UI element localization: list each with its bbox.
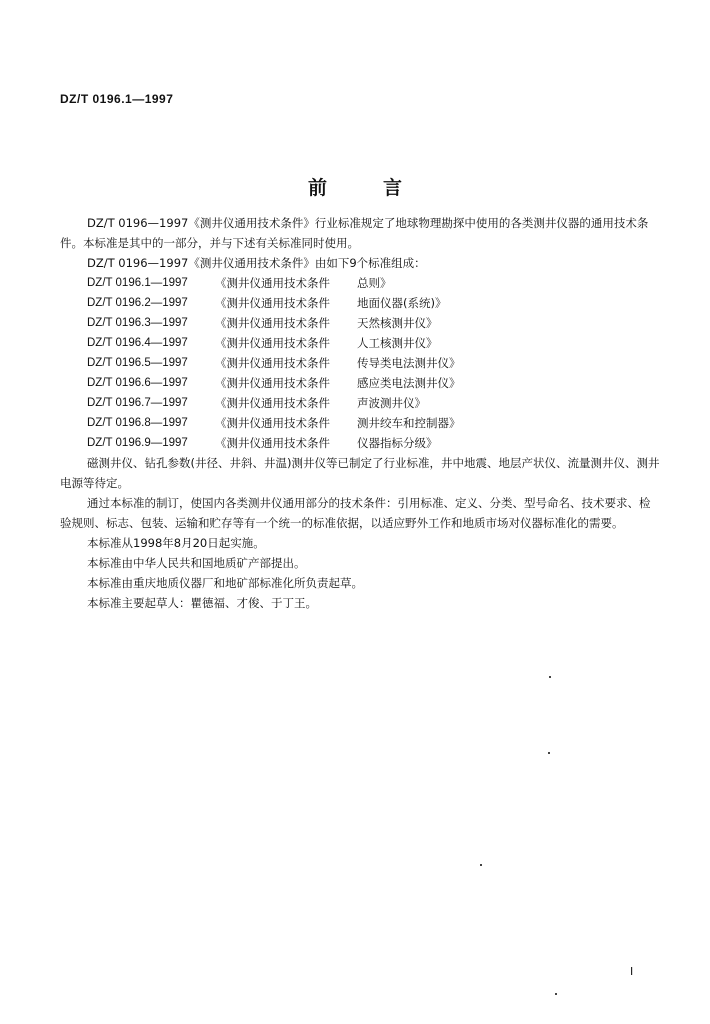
- standard-code: DZ/T 0196.5—1997: [87, 357, 188, 369]
- paragraph-drafters: 本标准主要起草人：瞿德福、才俊、于丁王。: [87, 596, 317, 610]
- standard-title: 《测井仪通用技术条件: [215, 356, 330, 370]
- paragraph-purpose: 通过本标准的制订，使国内各类测井仪通用部分的技术条件：引用标准、定义、分类、型号命名、技术要求、检验规则、标志、包装、运输和贮存等有一个统一的标准依据，以适应野外工作和地质市场对仪器标准化的需要。: [60, 496, 651, 530]
- paragraph-intro: DZ/T 0196—1997《测井仪通用技术条件》行业标准规定了地球物理勘探中使用的各类测井仪器的通用技术条件。本标准是其中的一部分，并与下述有关标准同时使用。: [60, 216, 649, 250]
- paragraph-drafting-unit: 本标准由重庆地质仪器厂和地矿部标准化所负责起草。: [87, 576, 363, 590]
- standard-list-item: [60, 273, 660, 293]
- standard-code: DZ/T 0196.7—1997: [87, 397, 188, 409]
- page-number: I: [630, 965, 634, 978]
- standard-title: 《测井仪通用技术条件: [215, 296, 330, 310]
- standard-title: 《测井仪通用技术条件: [215, 436, 330, 450]
- standard-list-item: [60, 353, 660, 373]
- standard-subtitle: 人工核测井仪》: [357, 336, 438, 350]
- foreword-body: [60, 213, 660, 613]
- page-title: 前言: [307, 177, 458, 199]
- scan-speck: [480, 864, 482, 866]
- standard-list-item: [60, 413, 660, 433]
- standard-code: DZ/T 0196.6—1997: [87, 377, 188, 389]
- standard-list-item: [60, 313, 660, 333]
- standard-title: 《测井仪通用技术条件: [215, 316, 330, 330]
- scan-speck: [555, 993, 557, 995]
- standard-title: 《测井仪通用技术条件: [215, 416, 330, 430]
- standard-list-item: [60, 293, 660, 313]
- standard-code: DZ/T 0196.9—1997: [87, 437, 188, 449]
- standard-title: 《测井仪通用技术条件: [215, 396, 330, 410]
- standard-subtitle: 仪器指标分级》: [357, 436, 438, 450]
- standard-subtitle: 测井绞车和控制器》: [357, 416, 461, 430]
- standard-subtitle: 声波测井仪》: [357, 396, 426, 410]
- standard-title: 《测井仪通用技术条件: [215, 336, 330, 350]
- standard-list-item: [60, 433, 660, 453]
- paragraph-composition: DZ/T 0196—1997《测井仪通用技术条件》由如下9个标准组成：: [87, 256, 426, 270]
- standard-code: DZ/T 0196.4—1997: [87, 337, 188, 349]
- standard-subtitle: 地面仪器(系统)》: [357, 296, 447, 310]
- standard-code-header: DZ/T 0196.1—1997: [60, 92, 174, 106]
- paragraph-effective-date: 本标准从1998年8月20日起实施。: [87, 536, 265, 550]
- standard-code: DZ/T 0196.2—1997: [87, 297, 188, 309]
- standard-code: DZ/T 0196.3—1997: [87, 317, 188, 329]
- standard-subtitle: 传导类电法测井仪》: [357, 356, 461, 370]
- standard-list-item: [60, 333, 660, 353]
- standard-code: DZ/T 0196.1—1997: [87, 277, 188, 289]
- standard-subtitle: 总则》: [357, 276, 392, 290]
- standard-list-item: [60, 373, 660, 393]
- paragraph-related-standards: 磁测井仪、钻孔参数(井径、井斜、井温)测井仪等已制定了行业标准，井中地震、地层产状仪、流量测井仪、测井电源等待定。: [60, 456, 660, 490]
- standard-subtitle: 天然核测井仪》: [357, 316, 438, 330]
- standard-subtitle: 感应类电法测井仪》: [357, 376, 461, 390]
- standard-code: DZ/T 0196.8—1997: [87, 417, 188, 429]
- standard-title: 《测井仪通用技术条件: [215, 376, 330, 390]
- standard-list-item: [60, 393, 660, 413]
- scan-speck: [548, 752, 550, 754]
- scan-speck: [549, 676, 551, 678]
- standard-title: 《测井仪通用技术条件: [215, 276, 330, 290]
- paragraph-proposer: 本标准由中华人民共和国地质矿产部提出。: [87, 556, 306, 570]
